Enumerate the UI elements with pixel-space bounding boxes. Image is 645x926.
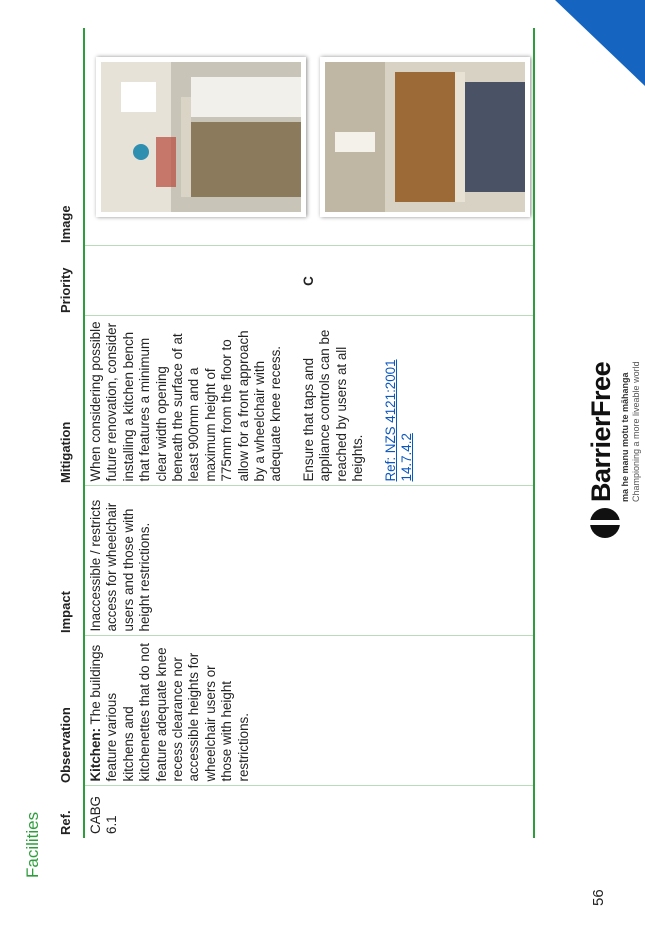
logo-tagline-1: ma he manu motu te māhanga <box>620 372 630 502</box>
barrierfree-logo <box>586 258 641 538</box>
header-image: Image <box>56 28 84 246</box>
header-impact: Impact <box>56 486 84 636</box>
impact-cell <box>84 486 534 636</box>
header-ref: Ref. <box>56 786 84 838</box>
mitigation-paragraph-2: Ensure that taps and appliance controls can be reached by users at all heights. <box>300 329 366 482</box>
impact-text: Inaccessible / restricts access for wheelchair users and those with height restrictions. <box>88 499 153 632</box>
findings-table <box>56 28 535 838</box>
section-title: Facilities <box>23 811 42 878</box>
mitigation-paragraph-1: When considering possible future renovation, consider installing a kitchen bench that features a minimum clear width opening beneath the surface of at least 900mm and a maximum height of 775mm from the floor to allow for a front approach by a wheelchair with adequate knee recess. <box>88 321 284 482</box>
page-number: 56 <box>590 889 607 906</box>
mitigation-cell <box>84 316 534 486</box>
header-mitigation: Mitigation <box>56 316 84 486</box>
observation-cell <box>84 636 534 786</box>
image-cell <box>84 28 534 246</box>
kitchen-photo-1 <box>96 57 306 217</box>
ref-code: CABG <box>88 796 103 834</box>
logo-name: BarrierFree <box>586 361 616 502</box>
logo-mark-icon <box>590 508 620 538</box>
header-priority: Priority <box>56 246 84 316</box>
observation-text: The buildings feature various kitchens and kitchenettes that do not feature adequate knee recess clearance nor accessible heights for wheelchair users or those with height restrictions. <box>88 643 251 782</box>
ref-cell <box>84 786 534 838</box>
priority-cell <box>84 246 534 316</box>
table-row <box>84 28 534 838</box>
ref-number: 6.1 <box>104 815 120 834</box>
logo-tagline-2: Championing a more liveable world <box>631 361 641 502</box>
standard-reference-link[interactable]: Ref: NZS 4121:2001 14.7.4.2 <box>382 359 414 482</box>
kitchen-photo-2 <box>320 57 530 217</box>
table-header-row <box>56 28 84 838</box>
header-observation: Observation <box>56 636 84 786</box>
observation-heading: Kitchen: <box>88 727 103 782</box>
priority-value: C <box>300 276 316 286</box>
